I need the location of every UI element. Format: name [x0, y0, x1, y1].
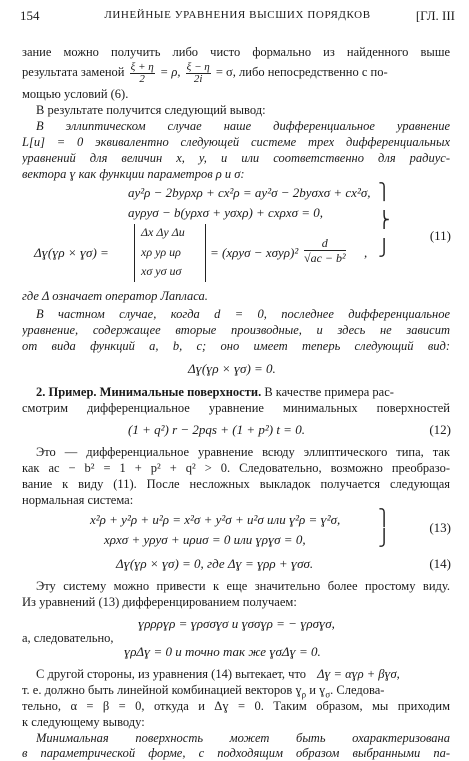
equation-diff-2: ɣρΔɣ = 0 и точно так же ɣσΔɣ = 0.: [124, 644, 321, 659]
right-brace-icon: ⎫ ⎬ ⎭: [378, 182, 390, 257]
text-line: вектора ɣ как функции параметров ρ и σ:: [22, 167, 245, 181]
right-brace-icon: ⎫ ⎭: [378, 508, 390, 547]
section-heading: 2. Пример. Минимальные поверхности.: [36, 385, 262, 399]
text-line: В частном случае, когда d = 0, последнее дифференциальное: [36, 307, 450, 321]
text-line: как ac − b² = 1 + p² + q² > 0. Следовательно, возможно преобразо-: [22, 461, 450, 475]
determinant: [134, 224, 206, 282]
equation-11-row-3-rhs: = (xρyσ − xσyρ)²: [210, 245, 299, 260]
equation-13-row-2: xρxσ + yρyσ + uρuσ = 0 или ɣρɣσ = 0,: [104, 532, 306, 547]
text-fragment: результата заменой: [22, 65, 125, 79]
text-fragment: С другой стороны, из уравнения (14) вытекает, что: [36, 667, 307, 681]
running-title: ЛИНЕЙНЫЕ УРАВНЕНИЯ ВЫСШИХ ПОРЯДКОВ: [104, 9, 371, 21]
text-line: Это — дифференциальное уравнение всюду эллиптического типа, так: [36, 445, 450, 459]
fraction: [186, 62, 211, 84]
determinant-row: Δx Δy Δu: [141, 225, 185, 239]
chapter-label: [ГЛ. III: [415, 8, 455, 23]
text-line: тельно, α = β = 0, откуда и Δɣ = 0. Таким образом, мы приходим: [22, 699, 450, 713]
text-line: к следующему выводу:: [22, 715, 145, 729]
page-number: 154: [20, 8, 40, 23]
running-header: [20, 8, 455, 26]
text-line: где Δ означает оператор Лапласа.: [22, 289, 208, 303]
equation-number: (14): [429, 556, 451, 571]
equation-number: (12): [429, 422, 451, 437]
equation-number: (11): [429, 228, 451, 243]
fraction: [304, 236, 346, 265]
subscript: σ: [325, 689, 331, 700]
text-fragment: т. е. должно быть линейной комбинацией векторов ɣ: [22, 683, 302, 697]
equation-11-row-3-lhs: Δɣ(ɣρ × ɣσ) =: [34, 245, 109, 260]
text-fragment: . Следова-: [330, 683, 385, 697]
text-line: а, следовательно,: [22, 631, 114, 645]
subscript: ρ: [301, 689, 307, 700]
fraction-denominator: √ac − b²: [304, 251, 346, 265]
fraction-denominator: 2: [139, 72, 145, 84]
text-line: уравнение, содержащее вторые производные, и здесь не зависит: [22, 323, 450, 337]
text-fragment: = σ, либо непосредственно с по-: [215, 65, 388, 79]
text-line: нормальная система:: [22, 493, 134, 507]
equation-diff-1: ɣρρρɣρ = ɣρσσɣσ и ɣσσɣρ = − ɣρσɣσ,: [138, 616, 335, 631]
text-line: вание к виду (11). После несложных выкладок получается следующая: [22, 477, 450, 491]
fraction-numerator: d: [304, 236, 346, 251]
equation-number: (13): [429, 520, 451, 535]
text-fragment: В качестве примера рас-: [264, 385, 394, 399]
fraction-denominator: 2i: [193, 72, 203, 84]
text-line: зание можно получить либо чисто формально из найденного выше: [22, 45, 450, 59]
text-line: В результате получится следующий вывод:: [36, 103, 266, 117]
determinant-row: xρ yρ uρ: [141, 245, 181, 259]
text-line: В эллиптическом случае наше дифференциальное уравнение: [36, 119, 450, 133]
equation-14: Δɣ(ɣρ × ɣσ) = 0, где Δɣ = ɣρρ + ɣσσ.: [116, 556, 314, 571]
text-line: L[u] = 0 эквивалентно следующей системе трех дифференциальных: [22, 135, 450, 149]
fraction-numerator: ξ − η: [186, 60, 210, 73]
text-line: Эту систему можно привести к еще значительно более простому виду.: [36, 579, 450, 593]
fraction-numerator: ξ + η: [130, 60, 154, 73]
text-fragment: и ɣ: [309, 683, 326, 697]
equation-11-row-1: ay²ρ − 2byρxρ + cx²ρ = ay²σ − 2byσxσ + cx²σ,: [128, 185, 371, 200]
text-line-with-formula: [36, 666, 450, 682]
text-line-fractions: [22, 60, 450, 84]
fraction: [130, 62, 155, 84]
text-line: в параметрической форме, с подходящим образом выбранными па-: [22, 746, 450, 760]
text-line: мощью условий (6).: [22, 87, 129, 101]
equation-d-zero: Δɣ(ɣρ × ɣσ) = 0.: [188, 361, 276, 376]
text-fragment: = ρ,: [159, 65, 181, 79]
text-line: от вида функций a, b, c; оно имеет теперь следующий вид:: [22, 339, 450, 353]
equation-11-tail: ,: [364, 245, 368, 260]
text-line: уравнений для величин x, y, u или соответственно для радиус-: [22, 151, 450, 165]
text-line: смотрим дифференциальное уравнение минимальных поверхностей: [22, 401, 450, 415]
equation-12: (1 + q²) r − 2pqs + (1 + p²) t = 0.: [128, 422, 305, 437]
section-heading-line: [36, 384, 450, 400]
text-line: Минимальная поверхность может быть охарактеризована: [36, 731, 450, 745]
text-line: Из уравнений (13) дифференцированием получаем:: [22, 595, 297, 609]
equation-11-row-2: ayρyσ − b(yρxσ + yσxρ) + cxρxσ = 0,: [128, 205, 324, 220]
inline-formula: Δɣ = αɣρ + βɣσ,: [317, 667, 400, 681]
determinant-row: xσ yσ uσ: [141, 264, 182, 278]
equation-13-row-1: x²ρ + y²ρ + u²ρ = x²σ + y²σ + u²σ или ɣ²ρ = ɣ²σ,: [90, 512, 341, 527]
